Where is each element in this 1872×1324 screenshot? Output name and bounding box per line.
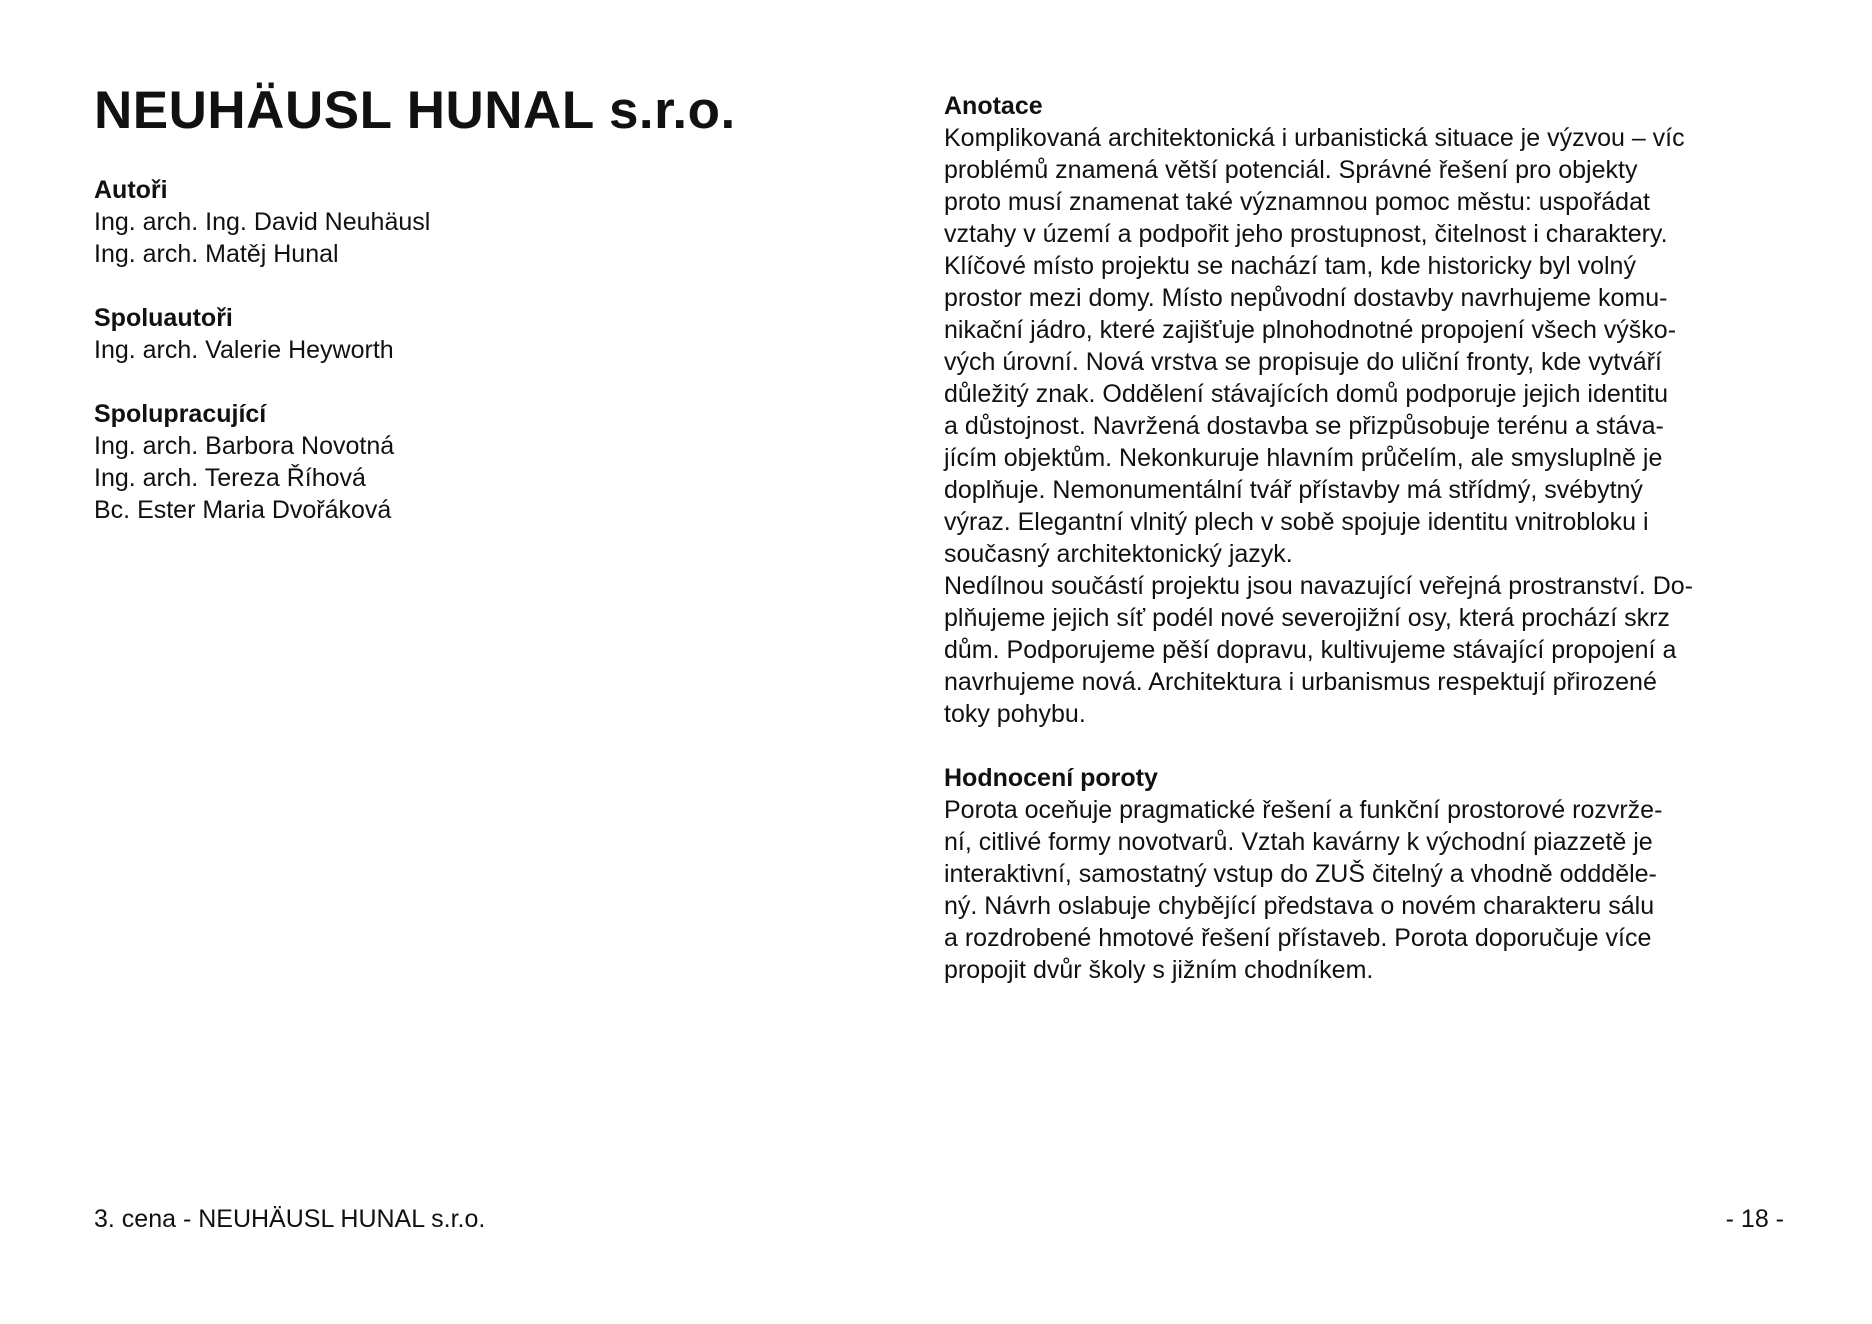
text-column <box>944 90 1779 1018</box>
annotation-line: plňujeme jejich síť podél nové severojižní osy, která prochází skrz <box>944 604 1670 632</box>
annotation-line: doplňuje. Nemonumentální tvář přístavby má střídmý, svébytný <box>944 476 1643 504</box>
collaborator-name: Bc. Ester Maria Dvořáková <box>94 496 392 524</box>
annotation-line: toky pohybu. <box>944 700 1086 728</box>
annotation-line: vých úrovní. Nová vrstva se propisuje do uliční fronty, kde vytváří <box>944 348 1662 376</box>
annotation-line: dům. Podporujeme pěší dopravu, kultivujeme stávající propojení a <box>944 636 1677 664</box>
coauthors-heading: Spoluautoři <box>94 304 233 332</box>
jury-line: a rozdrobené hmotové řešení přístaveb. Porota doporučuje více <box>944 924 1652 952</box>
coauthor-name: Ing. arch. Valerie Heyworth <box>94 336 394 364</box>
annotation-line: Klíčové místo projektu se nachází tam, kde historicky byl volný <box>944 252 1636 280</box>
author-name: Ing. arch. Matěj Hunal <box>94 240 339 268</box>
annotation-line: navrhujeme nová. Architektura i urbanismus respektují přirozené <box>944 668 1657 696</box>
annotation-line: Nedílnou součástí projektu jsou navazující veřejná prostranství. Do- <box>944 572 1693 600</box>
annotation-heading: Anotace <box>944 92 1043 120</box>
jury-line: ní, citlivé formy novotvarů. Vztah kavárny k východní piazzetě je <box>944 828 1653 856</box>
annotation-line: důležitý znak. Oddělení stávajících domů podporuje jejich identitu <box>944 380 1669 408</box>
credits-section-coauthors <box>94 302 854 366</box>
collaborator-name: Ing. arch. Barbora Novotná <box>94 432 395 460</box>
page-title: NEUHÄUSL HUNAL s.r.o. <box>94 81 736 140</box>
annotation-line: výraz. Elegantní vlnitý plech v sobě spojuje identitu vnitrobloku i <box>944 508 1649 536</box>
annotation-line: jícím objektům. Nekonkuruje hlavním průčelím, ale smysluplně je <box>944 444 1663 472</box>
annotation-line: vztahy v území a podpořit jeho prostupnost, čitelnost i charaktery. <box>944 220 1668 248</box>
annotation-line: současný architektonický jazyk. <box>944 540 1293 568</box>
collaborators-heading: Spolupracující <box>94 400 267 428</box>
credits-section-collaborators <box>94 398 854 526</box>
jury-line: ný. Návrh oslabuje chybějící představa o novém charakteru sálu <box>944 892 1655 920</box>
annotation-section <box>944 90 1779 730</box>
page-number: - 18 - <box>1725 1205 1784 1233</box>
jury-section <box>944 762 1779 986</box>
annotation-line: a důstojnost. Navržená dostavba se přizpůsobuje terénu a stáva- <box>944 412 1664 440</box>
jury-line: propojit dvůr školy s jižním chodníkem. <box>944 956 1374 984</box>
footer-caption: 3. cena - NEUHÄUSL HUNAL s.r.o. <box>94 1205 486 1233</box>
annotation-line: nikační jádro, které zajišťuje plnohodnotné propojení všech výško- <box>944 316 1677 344</box>
annotation-line: Komplikovaná architektonická i urbanistická situace je výzvou – víc <box>944 124 1685 152</box>
authors-heading: Autoři <box>94 176 168 204</box>
annotation-line: prostor mezi domy. Místo nepůvodní dostavby navrhujeme komu- <box>944 284 1668 312</box>
credits-section-authors <box>94 174 854 270</box>
credits-column <box>94 174 854 558</box>
jury-line: Porota oceňuje pragmatické řešení a funkční prostorové rozvrže- <box>944 796 1663 824</box>
jury-line: interaktivní, samostatný vstup do ZUŠ čitelný a vhodně oddděle- <box>944 860 1657 888</box>
author-name: Ing. arch. Ing. David Neuhäusl <box>94 208 431 236</box>
annotation-line: proto musí znamenat také významnou pomoc městu: uspořádat <box>944 188 1650 216</box>
annotation-line: problémů znamená větší potenciál. Správné řešení pro objekty <box>944 156 1638 184</box>
jury-heading: Hodnocení poroty <box>944 764 1158 792</box>
collaborator-name: Ing. arch. Tereza Říhová <box>94 464 366 492</box>
